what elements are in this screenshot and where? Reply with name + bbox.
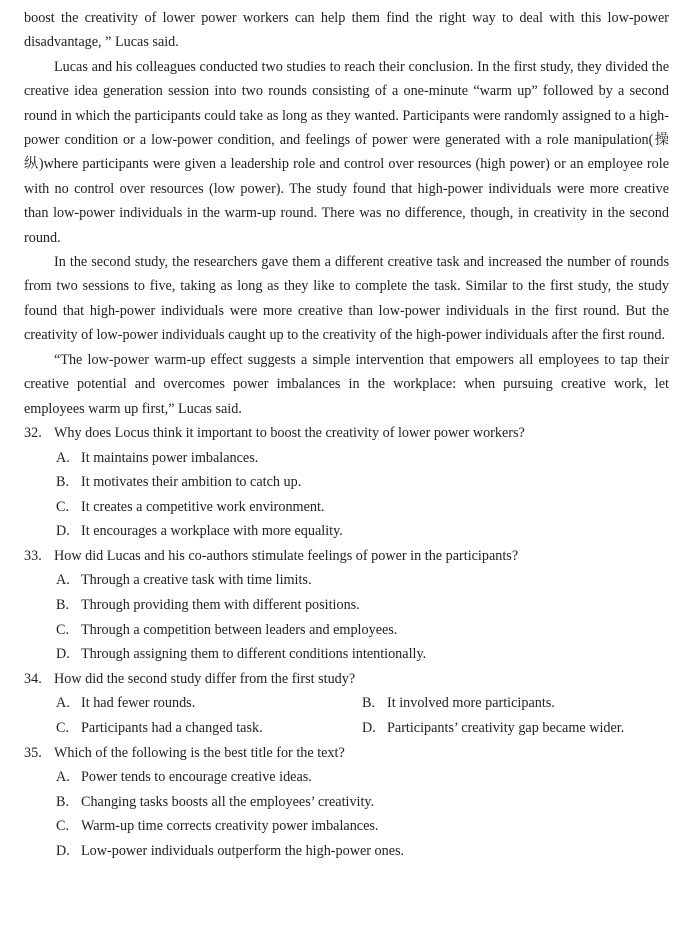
question-stem — [24, 741, 669, 766]
option-d — [24, 642, 669, 667]
option-d — [24, 519, 669, 544]
option-a — [24, 765, 669, 790]
option-letter: D. — [362, 720, 376, 737]
option-row-cd — [24, 716, 669, 741]
option-letter: D. — [56, 843, 70, 859]
option-b — [362, 691, 555, 716]
option-a — [24, 446, 669, 471]
option-letter: B. — [56, 793, 70, 810]
option-a — [24, 568, 669, 593]
option-b — [24, 593, 669, 618]
question-stem — [24, 421, 669, 446]
option-text: Participants had a changed task. — [81, 720, 263, 737]
option-text: Warm-up time corrects creativity power imbalances. — [81, 818, 379, 835]
option-text: Through providing them with different positions. — [81, 597, 360, 614]
question-number: 34. — [24, 670, 42, 687]
option-c — [24, 618, 669, 643]
option-d — [362, 716, 624, 741]
option-text: It had fewer rounds. — [81, 695, 196, 712]
option-text: It motivates their ambition to catch up. — [81, 474, 302, 491]
option-letter: A. — [56, 695, 70, 712]
passage-paragraph-4: “The low-power warm-up effect suggests a simple intervention that empowers all employees to tap their creative potential and overcomes power imbalances in the workplace: when pursuing creative work, let employees warm up first,” Lucas said. — [24, 351, 669, 417]
question-33 — [24, 544, 669, 667]
passage-paragraph-1: boost the creativity of lower power workers can help them find the right way to deal with this low-power disadvantage, ” Lucas said. — [24, 10, 669, 51]
option-text: Participants’ creativity gap became wider. — [387, 720, 625, 737]
question-32 — [24, 421, 669, 544]
question-number: 33. — [24, 547, 42, 564]
option-row-ab — [24, 691, 669, 716]
option-letter: A. — [56, 769, 70, 786]
option-text: Through assigning them to different conditions intentionally. — [81, 646, 427, 663]
option-letter: D. — [56, 646, 70, 663]
passage-paragraph-3: In the second study, the researchers gave them a different creative task and increased the number of rounds from two sessions to five, taking as long as they like to complete the task. Similar to the first study, the study found that high-power individuals were more creative than low-power individuals in the first round. But the creativity of low-power individuals caught up to the creativity of the high-power individuals after the first round. — [24, 254, 669, 344]
option-letter: A. — [56, 572, 70, 589]
option-d — [24, 839, 669, 864]
option-letter: A. — [56, 449, 70, 466]
option-c — [56, 716, 362, 741]
option-text: It maintains power imbalances. — [81, 449, 259, 466]
option-text: It creates a competitive work environment. — [81, 498, 325, 515]
option-text: Low-power individuals outperform the high-power ones. — [81, 843, 405, 859]
option-a — [56, 691, 362, 716]
option-text: Changing tasks boosts all the employees’ creativity. — [81, 793, 375, 810]
question-text: Why does Locus think it important to boost the creativity of lower power workers? — [54, 424, 525, 441]
question-35 — [24, 741, 669, 864]
option-letter: B. — [56, 597, 70, 614]
question-text: How did the second study differ from the first study? — [54, 670, 356, 687]
option-b — [24, 790, 669, 815]
option-letter: C. — [56, 720, 70, 737]
option-letter: C. — [56, 621, 70, 638]
option-letter: B. — [362, 695, 376, 712]
option-text: Power tends to encourage creative ideas. — [81, 769, 312, 786]
option-c — [24, 814, 669, 839]
option-letter: B. — [56, 474, 70, 491]
question-34 — [24, 667, 669, 741]
option-text: Through a competition between leaders and employees. — [81, 621, 398, 638]
option-letter: D. — [56, 523, 70, 540]
option-b — [24, 470, 669, 495]
option-c — [24, 495, 669, 520]
option-text: It encourages a workplace with more equality. — [81, 523, 343, 540]
question-stem — [24, 544, 669, 569]
question-number: 32. — [24, 424, 42, 441]
option-letter: C. — [56, 818, 70, 835]
question-number: 35. — [24, 744, 42, 761]
question-text: How did Lucas and his co-authors stimulate feelings of power in the participants? — [54, 547, 519, 564]
question-text: Which of the following is the best title for the text? — [54, 744, 345, 761]
option-text: Through a creative task with time limits. — [81, 572, 312, 589]
reading-passage — [24, 6, 669, 421]
question-stem — [24, 667, 669, 692]
passage-paragraph-2: Lucas and his colleagues conducted two studies to reach their conclusion. In the first study, they divided the creative idea generation session into two rounds consisting of a one-minute “warm up” followed by a second round in which the participants could take as long as they wanted. Participants were randomly assigned to a high-power condition or a low-power condition, and feelings of power were generated with a role manipulation(操纵)where participants were given a leadership role and control over resources (high power) or an employee role with no control over resources (low power). The study found that high-power individuals were more creative than low-power individuals in the warm-up round. There was no difference, though, in creativity in the second round. — [24, 58, 669, 246]
option-text: It involved more participants. — [387, 695, 555, 712]
option-letter: C. — [56, 498, 70, 515]
